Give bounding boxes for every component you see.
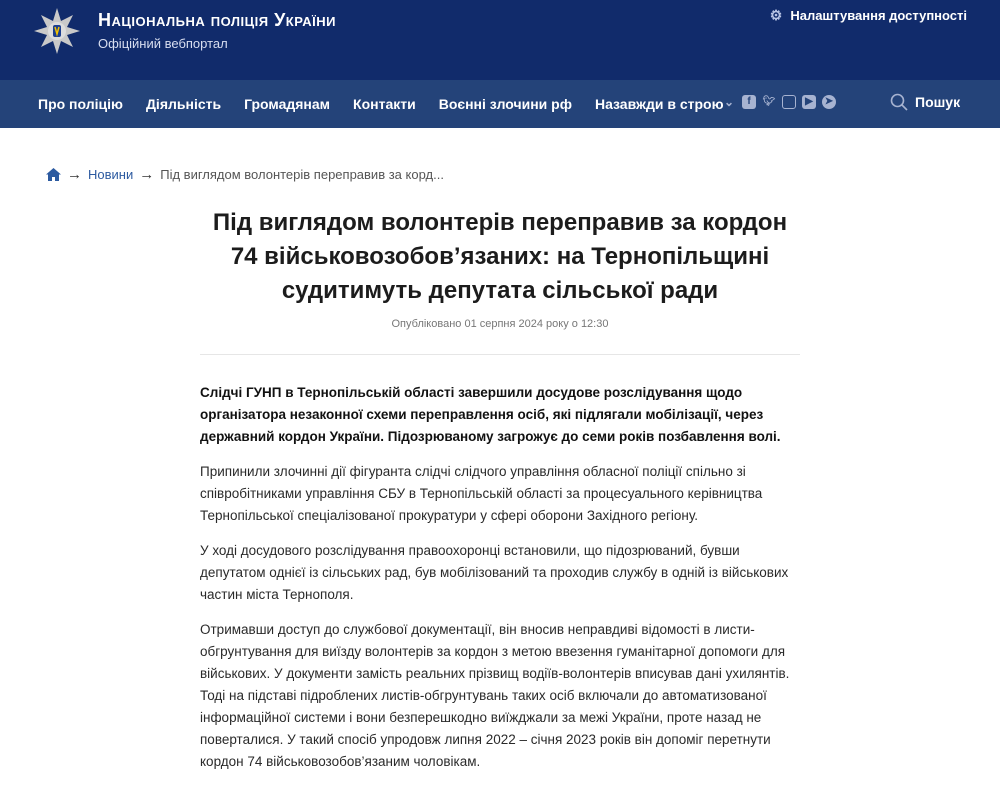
site-header bbox=[0, 0, 1000, 80]
nav-item-about[interactable]: Про поліцію bbox=[38, 96, 123, 112]
divider bbox=[200, 354, 800, 355]
nav-item-contacts[interactable]: Контакти bbox=[353, 96, 416, 112]
breadcrumb-arrow-icon: → bbox=[139, 166, 155, 183]
search-icon bbox=[890, 93, 908, 111]
site-subtitle: Офіційний вебпортал bbox=[98, 36, 228, 51]
article-paragraph: Припинили злочинні дії фігуранта слідчі слідчого управління обласної поліції спільно зі співробітниками управління СБУ в Тернопільській області за процесуального керівництва Тернопільської спеціалізованої прокуратури у сфері оборони Західного регіону. bbox=[200, 464, 763, 523]
instagram-icon[interactable] bbox=[782, 95, 796, 109]
article-paragraph: У ході досудового розслідування правоохоронці встановили, що підозрюваний, бувши депутатом однієї із сільських рад, був мобілізований та проходив службу в одній із військових частин міста Тернополя. bbox=[200, 543, 789, 602]
youtube-icon[interactable]: ▶ bbox=[802, 95, 816, 109]
police-logo[interactable] bbox=[32, 6, 82, 56]
publish-date: Опубліковано 01 серпня 2024 року о 12:30 bbox=[391, 318, 609, 330]
social-links bbox=[722, 95, 836, 109]
main-nav bbox=[0, 80, 1000, 128]
article-body bbox=[200, 382, 800, 786]
telegram-icon[interactable]: ➤ bbox=[822, 95, 836, 109]
nav-item-activity[interactable]: Діяльність bbox=[145, 96, 222, 112]
article-title: Під виглядом волонтерів переправив за кордон 74 військовозобов’язаних: на Тернопільщині судитимуть депутата сільської ради bbox=[212, 209, 788, 304]
accessibility-label: Налаштування доступності bbox=[790, 8, 967, 23]
facebook-icon[interactable]: f bbox=[742, 95, 756, 109]
nav-item-forever-in-service[interactable]: Назавжди в строю bbox=[594, 96, 724, 112]
home-icon[interactable] bbox=[46, 168, 61, 181]
breadcrumb-news[interactable]: Новини bbox=[88, 167, 134, 182]
breadcrumb-arrow-icon: → bbox=[67, 166, 82, 183]
nav-item-citizens[interactable]: Громадянам bbox=[244, 96, 331, 112]
search-label: Пошук bbox=[915, 94, 961, 110]
article-paragraph: Отримавши доступ до службової документації, він вносив неправдиві відомості в листи-обгрунтування для виїзду волонтерів за кордон з метою ввезення гуманітарної допомоги для військових. У документи замість реальних прізвищ водіїв-волонтерів вписував дані ухилянтів. Тоді на підставі підроблених листів-обгрунтувань таких осіб включали до автоматизованої інформаційної системи і вони безперешкодно виїжджали за межі України, проте назад не поверталися. У такий спосіб упродовж липня 2022 – січня 2023 років він допоміг перетнути кордон 74 військовозобов’язаним чоловікам. bbox=[200, 622, 790, 769]
article-lead: Слідчі ГУНП в Тернопільській області завершили досудове розслідування щодо організатора незаконної схеми переправлення осіб, які підлягали мобілізації, через державний кордон України. Підозрюваному загрожує до семи років позбавлення волі. bbox=[200, 385, 781, 444]
site-title[interactable]: Національна поліція України bbox=[98, 10, 336, 30]
accessibility-icon: ⚙ bbox=[769, 7, 783, 23]
breadcrumb-current: Під виглядом волонтерів переправив за корд... bbox=[160, 167, 444, 182]
search-button[interactable] bbox=[890, 93, 960, 111]
nav-item-war-crimes[interactable]: Воєнні злочини рф bbox=[438, 96, 572, 112]
chevron-down-icon[interactable]: ⌄ bbox=[723, 95, 735, 109]
accessibility-settings-button[interactable] bbox=[770, 7, 967, 24]
breadcrumb bbox=[46, 166, 444, 183]
twitter-icon[interactable]: 🐦︎ bbox=[762, 96, 776, 107]
